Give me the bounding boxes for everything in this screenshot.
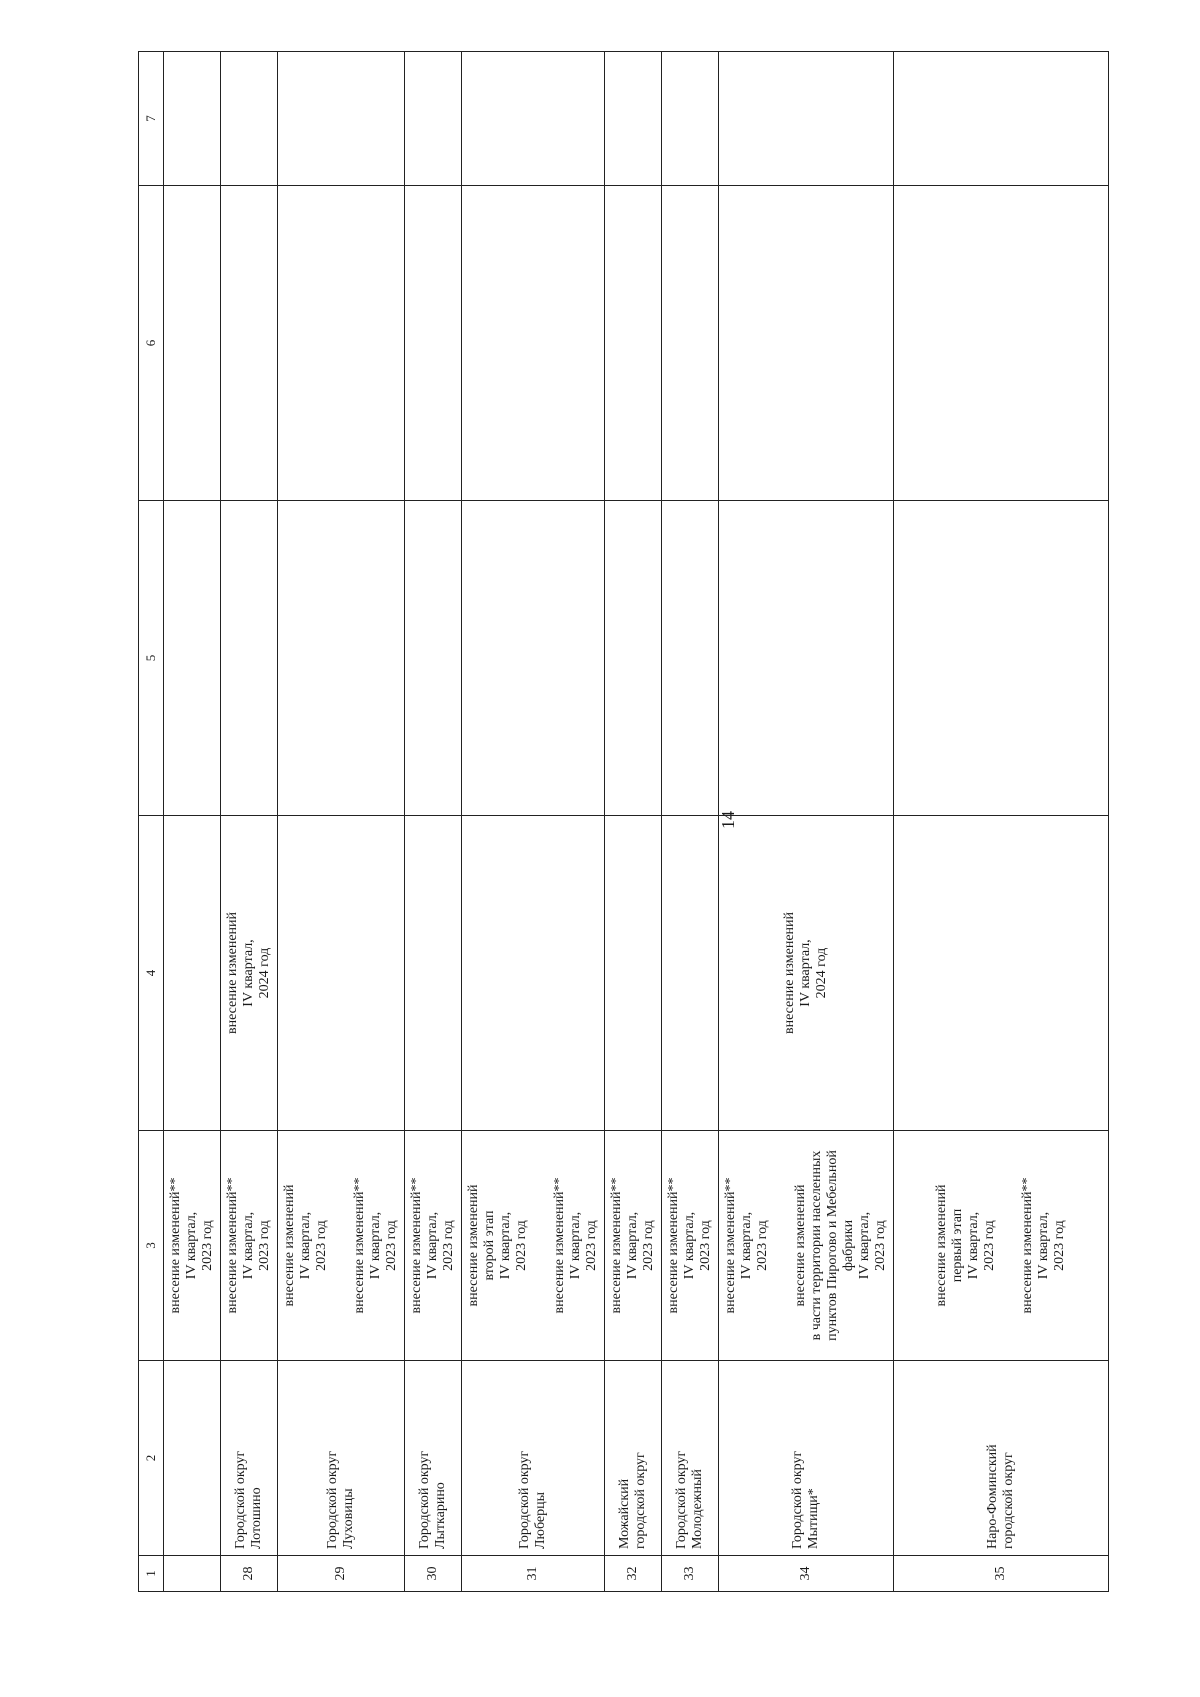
stage-cell: [278, 1131, 405, 1361]
district-name-line: Люберцы: [533, 1491, 548, 1549]
changes-line: внесение изменений: [782, 911, 797, 1035]
stage-line: IV квартал,: [739, 1211, 754, 1280]
table-row: [662, 52, 719, 1592]
district-name-line: Лотошино: [249, 1487, 264, 1549]
district-name-line: Можайский: [617, 1478, 632, 1549]
district-name: [719, 1361, 894, 1556]
stage-line: внесение изменений**: [168, 1177, 183, 1314]
empty-cell-col7: [278, 52, 405, 186]
row-number: 28: [221, 1556, 278, 1592]
empty-cell-col5: [221, 501, 278, 816]
changes-cell: [719, 816, 894, 1131]
empty-cell-col5: [278, 501, 405, 816]
row-number: [164, 1556, 221, 1592]
district-name-line: Молодежный: [690, 1469, 705, 1549]
empty-cell-col7: [405, 52, 462, 186]
header-cell: 1: [139, 1556, 164, 1592]
empty-cell-col5: [462, 501, 605, 816]
district-name-line: Луховицы: [341, 1488, 356, 1549]
empty-cell-col6: [662, 186, 719, 501]
district-name: [164, 1361, 221, 1556]
stage-line: IV квартал,: [425, 1211, 440, 1280]
empty-cell-col7: [894, 52, 1109, 186]
stage-line: 2023 год: [982, 1220, 997, 1271]
stage-line: 2023 год: [698, 1220, 713, 1271]
stage-line: 2023 год: [1052, 1220, 1067, 1271]
row-number: 30: [405, 1556, 462, 1592]
stage-line: IV квартал,: [498, 1211, 513, 1280]
stage-line: IV квартал,: [568, 1211, 583, 1280]
stage-line: внесение изменений**: [666, 1177, 681, 1314]
stage-line: 2023 год: [257, 1220, 272, 1271]
stage-cell: [164, 1131, 221, 1361]
empty-cell-col7: [662, 52, 719, 186]
stage-line: второй этап: [482, 1210, 497, 1281]
empty-cell-col7: [164, 52, 221, 186]
stage-line: 2023 год: [641, 1220, 656, 1271]
spacer: [998, 1137, 1020, 1354]
stage-line: IV квартал,: [241, 1211, 256, 1280]
changes-cell: [164, 816, 221, 1131]
district-name-line: Городской округ: [417, 1450, 432, 1549]
stage-line: 2023 год: [584, 1220, 599, 1271]
stage-line: внесение изменений: [466, 1184, 481, 1307]
empty-cell-col6: [405, 186, 462, 501]
row-number: 31: [462, 1556, 605, 1592]
table-row: [278, 52, 405, 1592]
district-name: [462, 1361, 605, 1556]
stage-line: IV квартал,: [368, 1211, 383, 1280]
stage-line: IV квартал,: [966, 1211, 981, 1280]
district-name-line: Мытищи*: [806, 1488, 821, 1549]
stage-cell: [894, 1131, 1109, 1361]
stage-line: пунктов Пирогово и Мебельной: [825, 1150, 840, 1341]
changes-cell: [662, 816, 719, 1131]
row-number: 29: [278, 1556, 405, 1592]
stage-line: внесение изменений**: [609, 1177, 624, 1314]
header-cell: 4: [139, 816, 164, 1131]
stage-line: 2023 год: [384, 1220, 399, 1271]
district-name-line: городской округ: [1001, 1452, 1016, 1549]
page-number: 14: [718, 811, 738, 829]
district-name: [405, 1361, 462, 1556]
empty-cell-col6: [605, 186, 662, 501]
table-row: [894, 52, 1109, 1592]
district-name-line: Городской округ: [790, 1450, 805, 1549]
changes-cell: [405, 816, 462, 1131]
empty-cell-col5: [605, 501, 662, 816]
district-name-line: Городской округ: [233, 1450, 248, 1549]
empty-cell-col6: [221, 186, 278, 501]
table-row: [462, 52, 605, 1592]
stage-line: IV квартал,: [184, 1211, 199, 1280]
changes-line: внесение изменений: [225, 911, 240, 1035]
empty-cell-col5: [719, 501, 894, 816]
empty-cell-col7: [221, 52, 278, 186]
header-row: [139, 52, 164, 1592]
stage-line: внесение изменений**: [409, 1177, 424, 1314]
stage-line: 2023 год: [873, 1220, 888, 1271]
table-row: [719, 52, 894, 1592]
table-row: [164, 52, 221, 1592]
empty-cell-col5: [405, 501, 462, 816]
row-number: 34: [719, 1556, 894, 1592]
stage-line: 2023 год: [755, 1220, 770, 1271]
stage-line: внесение изменений: [282, 1184, 297, 1307]
stage-line: внесение изменений**: [552, 1177, 567, 1314]
district-name-line: Лыткарино: [433, 1482, 448, 1549]
stage-cell: [221, 1131, 278, 1361]
district-name-line: Городской округ: [517, 1450, 532, 1549]
empty-cell-col5: [894, 501, 1109, 816]
stage-line: IV квартал,: [1036, 1211, 1051, 1280]
header-cell: 5: [139, 501, 164, 816]
table-row: [405, 52, 462, 1592]
empty-cell-col7: [462, 52, 605, 186]
district-name: [221, 1361, 278, 1556]
changes-line: 2024 год: [257, 947, 272, 999]
stage-cell: [605, 1131, 662, 1361]
header-cell: 7: [139, 52, 164, 186]
stage-line: внесение изменений**: [352, 1177, 367, 1314]
empty-cell-col6: [462, 186, 605, 501]
stage-line: IV квартал,: [682, 1211, 697, 1280]
district-name: [662, 1361, 719, 1556]
changes-line: IV квартал,: [241, 939, 256, 1007]
stage-cell: [462, 1131, 605, 1361]
stage-line: внесение изменений**: [723, 1177, 738, 1314]
empty-cell-col6: [894, 186, 1109, 501]
district-name-line: Наро-Фоминский: [985, 1444, 1000, 1549]
district-name: [278, 1361, 405, 1556]
district-name-line: городской округ: [633, 1452, 648, 1549]
changes-cell: [278, 816, 405, 1131]
stage-line: 2023 год: [514, 1220, 529, 1271]
row-number: 35: [894, 1556, 1109, 1592]
stage-line: 2023 год: [441, 1220, 456, 1271]
stage-line: внесение изменений: [793, 1184, 808, 1307]
stage-line: IV квартал,: [298, 1211, 313, 1280]
empty-cell-col7: [719, 52, 894, 186]
stage-line: внесение изменений**: [1020, 1177, 1035, 1314]
row-number: 32: [605, 1556, 662, 1592]
changes-cell: [894, 816, 1109, 1131]
stage-line: в части территории населенных: [809, 1150, 824, 1341]
empty-cell-col5: [164, 501, 221, 816]
row-number: 33: [662, 1556, 719, 1592]
district-name-line: Городской округ: [674, 1450, 689, 1549]
rotated-page: [138, 52, 1098, 1592]
stage-line: 2023 год: [200, 1220, 215, 1271]
empty-cell-col6: [278, 186, 405, 501]
empty-cell-col7: [605, 52, 662, 186]
changes-line: IV квартал,: [798, 939, 813, 1007]
empty-cell-col6: [164, 186, 221, 501]
empty-cell-col5: [662, 501, 719, 816]
stage-cell: [719, 1131, 894, 1361]
spacer: [530, 1137, 552, 1354]
stage-line: первый этап: [950, 1208, 965, 1283]
stage-cell: [405, 1131, 462, 1361]
table-row: [605, 52, 662, 1592]
changes-cell: [462, 816, 605, 1131]
stage-line: IV квартал,: [625, 1211, 640, 1280]
changes-cell: [605, 816, 662, 1131]
changes-cell: [221, 816, 278, 1131]
header-cell: 2: [139, 1361, 164, 1556]
stage-line: внесение изменений: [934, 1184, 949, 1307]
changes-line: 2024 год: [814, 947, 829, 999]
stage-line: внесение изменений**: [225, 1177, 240, 1314]
stage-line: IV квартал,: [857, 1211, 872, 1280]
stage-cell: [662, 1131, 719, 1361]
district-name: [605, 1361, 662, 1556]
stage-line: фабрики: [841, 1219, 856, 1272]
table-row: [221, 52, 278, 1592]
district-name-line: Городской округ: [325, 1450, 340, 1549]
spacer: [330, 1137, 352, 1354]
stage-line: 2023 год: [314, 1220, 329, 1271]
schedule-table: [138, 51, 1109, 1592]
header-cell: 6: [139, 186, 164, 501]
district-name: [894, 1361, 1109, 1556]
empty-cell-col6: [719, 186, 894, 501]
header-cell: 3: [139, 1131, 164, 1361]
spacer: [771, 1137, 793, 1354]
